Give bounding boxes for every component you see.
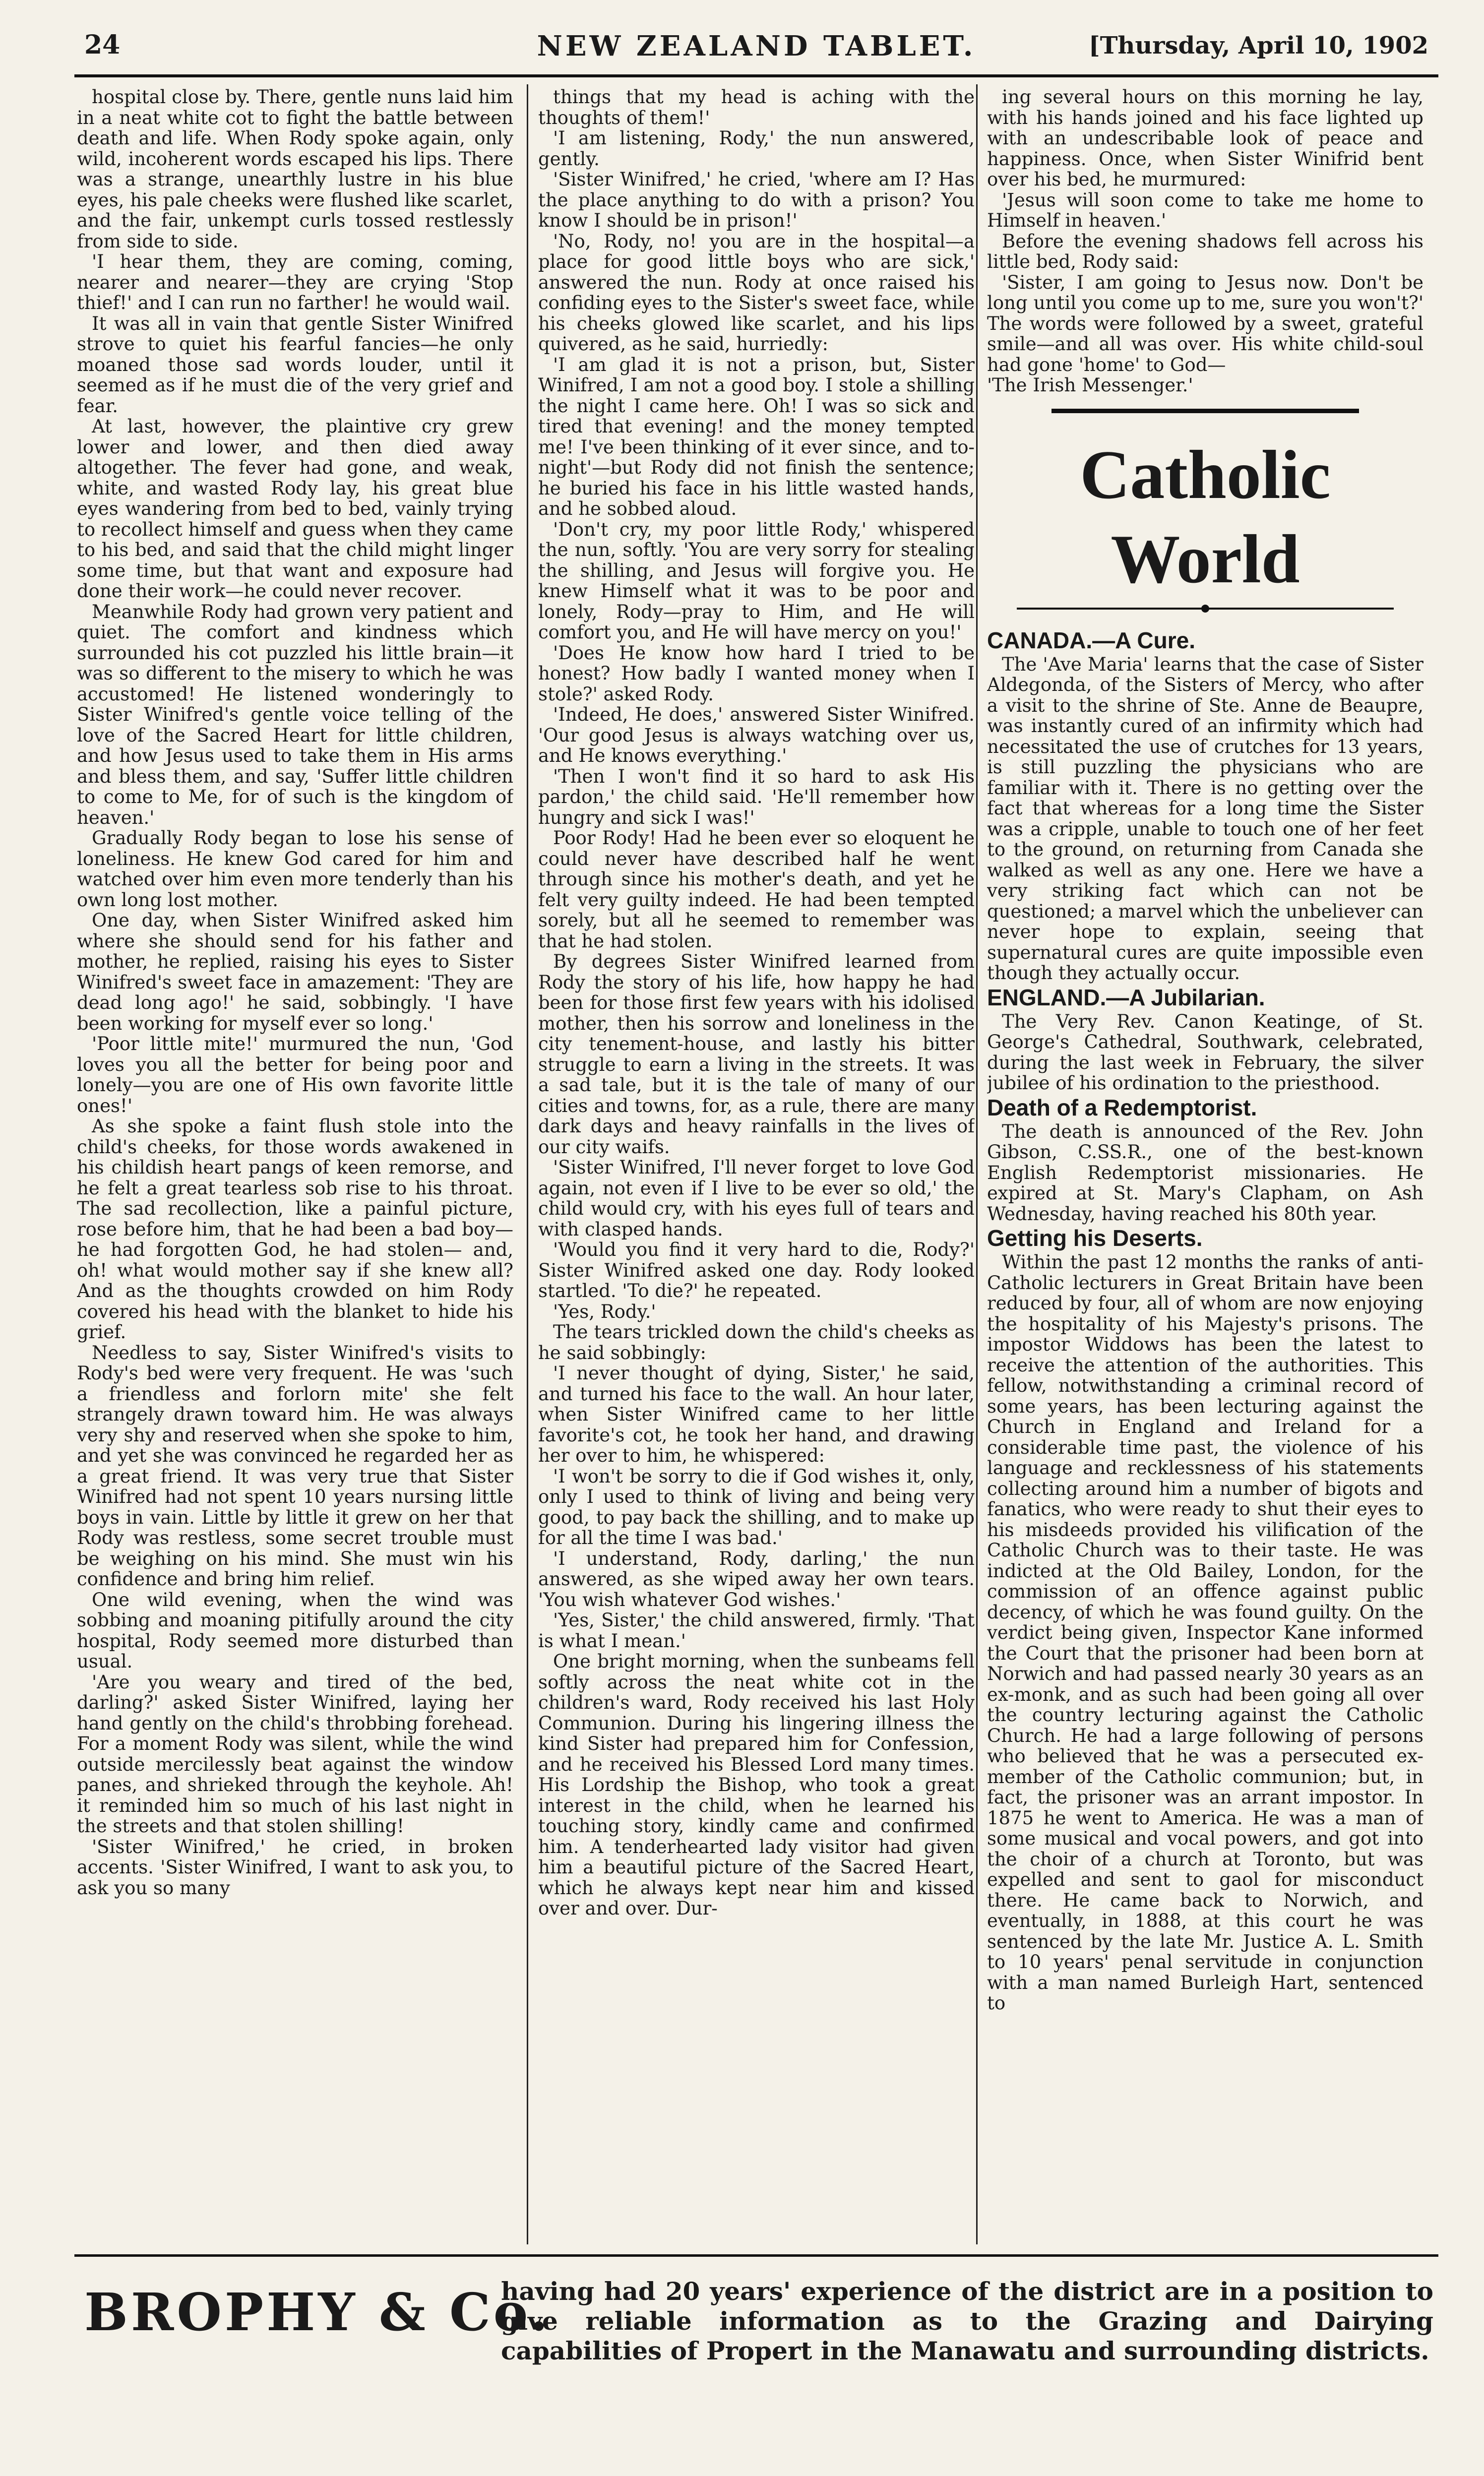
article-paragraph: Within the past 12 months the ranks of anti-Catholic lecturers in Great Britain have been reduced by four, all of whom are now enjoying the hospitality of his Majesty's prisons. The impostor Widdows has been the latest to receive the attention of the authorities. This fellow, notwithstanding a criminal record of some years, has been lecturing against the Church in England and Ireland for a considerable time past, the violence of his language and recklessness of his statements collecting around him a number of bigots and fanatics, who were ready to shut their eyes to his misdeeds provided his vilification of the Catholic Church was to their taste. He was indicted at the Old Bailey, London, for the commission of an offence against public decency, of which he was found guilty. On the verdict being given, Inspector Kane informed the Court that the prisoner had been born at Norwich and had passed nearly 30 years as an ex-monk, and as such had been going all over the country lecturing against the Catholic Church. He had a large following of persons who believed that he was a persecuted ex-member of the Catholic communion; but, in fact, the prisoner was an arrant impostor. In 1875 he went to America. He was a man of some musical and vocal powers, and got into the choir of a church at Toronto, but was expelled and sent to gaol for misconduct there. He came back to Norwich, and eventually, in 1888, at this court he was sentenced by the late Mr. Justice A. L. Smith to 10 years' penal servitude in conjunction with a man named Burleigh Hart, sentenced to: [987, 1251, 1423, 2014]
article-paragraph: 'Yes, Sister,' the child answered, firmly. 'That is what I mean.': [538, 1609, 975, 1652]
article-paragraph: 'Sister Winifred,' he cried, in broken accents. 'Sister Winifred, I want to ask you, to ask you so many: [77, 1836, 513, 1899]
news-heading: Death of a Redemptorist.: [987, 1094, 1257, 1120]
news-heading: ENGLAND.—A Jubilarian.: [987, 984, 1265, 1010]
header-rule: [74, 74, 1438, 77]
page-number: 24: [84, 30, 121, 60]
advertisement: [74, 2267, 1438, 2386]
article-paragraph: 'Would you find it very hard to die, Rody?' Sister Winifred asked one day. Rody looked startled. 'To die?' he repeated.: [538, 1239, 975, 1301]
issue-date: [Thursday, April 10, 1902: [1088, 32, 1428, 60]
ad-brand: BROPHY & Co.: [84, 2282, 551, 2343]
news-heading: Getting his Deserts.: [987, 1225, 1203, 1251]
column-divider: [976, 84, 978, 2244]
article-paragraph: 'I am glad it is not a prison, but, Sister Winifred, I am not a good boy. I stole a shilling the night I came here. Oh! I was so sick and tired that evening! and the money tempted me! I've been thinking of it ever since, and to-night'—but Rody did not finish the sentence; he buried his face in his little wasted hands, and he sobbed aloud.: [538, 354, 975, 519]
masthead: NEW ZEALAND TABLET.: [537, 30, 976, 62]
article-paragraph: 'Jesus will soon come to take me home to Himself in heaven.': [987, 189, 1423, 231]
section-title: Catholic World: [1080, 436, 1331, 598]
article-paragraph: Before the evening shadows fell across his little bed, Rody said:: [987, 230, 1423, 272]
article-paragraph: The tears trickled down the child's cheeks as he said sobbingly:: [538, 1321, 975, 1363]
ad-text: having had 20 years' experience of the district are in a position to give reliable information as to the Grazing and Dairying capabilities of Propert in the Manawatu and surrounding districts.: [501, 2277, 1433, 2365]
story-source: 'The Irish Messenger.': [987, 374, 1193, 396]
article-paragraph: 'No, Rody, no! you are in the hospital—a place for good little boys who are sick,' answered the nun. Rody at once raised his confiding eyes to the Sister's sweet face, while his cheeks glowed like scarlet, and his lips quivered, as he said, hurriedly:: [538, 230, 975, 355]
story-separator: [1051, 409, 1359, 413]
article-paragraph: 'Indeed, He does,' answered Sister Winifred. 'Our good Jesus is always watching over us, and He knows everything.': [538, 704, 975, 766]
article-paragraph: The death is announced of the Rev. John Gibson, C.SS.R., one of the best-known English Redemptorist missionaries. He expired at St. Mary's Clapham, on Ash Wednesday, having reached his 80th year.: [987, 1120, 1423, 1225]
article-paragraph: 'I understand, Rody, darling,' the nun answered, as she wiped away her own tears. 'You wish whatever God wishes.': [538, 1548, 975, 1610]
article-paragraph: By degrees Sister Winifred learned from Rody the story of his life, how happy he had been for those first few years with his idolised mother, then his sorrow and loneliness in the city tenement-house, and lastly his bitter struggle to earn a living in the streets. It was a sad tale, but it is the tale of many of our cities and towns, for, as a rule, there are many dark days and heavy rainfalls in the lives of our city waifs.: [538, 951, 975, 1158]
article-paragraph: 'Sister, I am going to Jesus now. Don't be long until you come up to me, sure you won't?' The words were followed by a sweet, grateful smile—and all was over. His white child-soul had gone 'home' to God—: [987, 271, 1423, 375]
column-2: [538, 87, 975, 2244]
article-paragraph: 'Poor little mite!' murmured the nun, 'God loves you all the better for being poor and lonely—you are one of His own favorite little ones!': [77, 1033, 513, 1116]
page-header: [74, 25, 1438, 74]
column-divider: [527, 84, 528, 2244]
article-paragraph: The 'Ave Maria' learns that the case of Sister Aldegonda, of the Sisters of Mercy, who after a visit to the shrine of Ste. Anne de Beaupre, was instantly cured of an infirmity which had necessitated the use of crutches for 13 years, is still puzzling the physicians who are familiar with it. There is no getting over the fact that whereas for a long time the Sister was a cripple, unable to touch one of her feet to the ground, on returning from Canada she walked as well as any one. Here we have a very striking fact which can not be questioned; a marvel which the unbeliever can never hope to explain, seeing that supernatural cures are quite impossible even though they actually occur.: [987, 653, 1423, 984]
news-items: [987, 626, 1423, 2014]
article-paragraph: Needless to say, Sister Winifred's visits to Rody's bed were very frequent. He was 'such a friendless and forlorn mite' she felt strangely drawn toward him. He was always very shy and reserved when she spoke to him, and yet she was convinced he regarded her as a great friend. It was very true that Sister Winifred had not spent 10 years nursing little boys in vain. Little by little it grew on her that Rody was restless, some secret trouble must be weighing on his mind. She must win his confidence and bring him relief.: [77, 1342, 513, 1590]
article-paragraph: Gradually Rody began to lose his sense of loneliness. He knew God cared for him and watched over him even more tenderly than his own long lost mother.: [77, 827, 513, 911]
article-paragraph: 'Then I won't find it so hard to ask His pardon,' the child said. 'He'll remember how hungry and sick I was!': [538, 765, 975, 828]
article-paragraph: 'I hear them, they are coming, coming, nearer and nearer—they are crying 'Stop thief!' and I can run no farther! he would wail.: [77, 251, 513, 313]
article-paragraph: 'Don't cry, my poor little Rody,' whispered the nun, softly. 'You are very sorry for stealing the shilling, and Jesus will forgive you. He knew Himself what it was to be poor and lonely, Rody—pray to Him, and He will comfort you, and He will have mercy on you!': [538, 518, 975, 643]
article-paragraph: Poor Rody! Had he been ever so eloquent he could never have described half he went through since his mother's death, and yet he felt very guilty indeed. He had been tempted sorely, but all he seemed to remember was that he had stolen.: [538, 827, 975, 952]
article-paragraph: 'Sister Winifred, I'll never forget to love God again, not even if I live to be ever so old,' the child would cry, with his eyes full of tears and with clasped hands.: [538, 1157, 975, 1240]
article-paragraph: As she spoke a faint flush stole into the child's cheeks, for those words awakened in his childish heart pangs of keen remorse, and he felt a great tearless sob rise to his throat. The sad recollection, like a painful picture, rose before him, that he had been a bad boy—he had forgotten God, he had stolen— and, oh! what would mother say if she knew all? And as the thoughts crowded on him Rody covered his head with the blanket to hide his grief.: [77, 1115, 513, 1343]
column-1: [77, 87, 513, 2244]
article-paragraph: things that my head is aching with the thoughts of them!': [538, 87, 975, 128]
article-paragraph: 'Does He know how hard I tried to be honest? How badly I wanted money when I stole?' asked Rody.: [538, 642, 975, 705]
article-paragraph: 'Yes, Rody.': [553, 1300, 656, 1322]
article-paragraph: One bright morning, when the sunbeams fell softly across the neat white cot in the children's ward, Rody received his last Holy Communion. During his lingering illness the kind Sister had prepared him for Confession, and he received his Blessed Lord many times. His Lordship the Bishop, who took a great interest in the child, when he learned his touching story, kindly came and confirmed him. A tenderhearted lady visitor had given him a beautiful picture of the Sacred Heart, which he always kept near him and kissed over and over. Dur-: [538, 1651, 975, 1919]
article-paragraph: At last, however, the plaintive cry grew lower and lower, and then died away altogether. The fever had gone, and weak, white, and wasted Rody lay, his great blue eyes wandering from bed to bed, vainly trying to recollect himself and guess when they came to his bed, and said that the child might linger some time, but that want and exposure had done their work—he could never recover.: [77, 416, 513, 602]
article-paragraph: 'I won't be sorry to die if God wishes it, only, only I used to think of living and being very good, to pay back the shilling, and to make up for all the time I was bad.': [538, 1465, 975, 1548]
article-paragraph: ing several hours on this morning he lay, with his hands joined and his face lighted up with an undescribable look of peace and happiness. Once, when Sister Winifrid bent over his bed, he murmured:: [987, 87, 1423, 190]
article-paragraph: 'I never thought of dying, Sister,' he said, and turned his face to the wall. An hour later, when Sister Winifred came to her little favorite's cot, he took her hand, and drawing her over to him, he whispered:: [538, 1362, 975, 1466]
news-heading: CANADA.—A Cure.: [987, 627, 1195, 653]
article-paragraph: 'I am listening, Rody,' the nun answered, gently.: [538, 127, 975, 170]
article-paragraph: One wild evening, when the wind was sobbing and moaning pitifully around the city hospital, Rody seemed more disturbed than usual.: [77, 1589, 513, 1672]
footer-rule: [74, 2254, 1438, 2257]
article-paragraph: hospital close by. There, gentle nuns laid him in a neat white cot to fight the battle between death and life. When Rody spoke again, only wild, incoherent words escaped his lips. There was a strange, unearthly lustre in his blue eyes, his pale cheeks were flushed like scarlet, and the fair, unkempt curls tossed restlessly from side to side.: [77, 87, 513, 252]
article-paragraph: One day, when Sister Winifred asked him where she should send for his father and mother, he replied, raising his eyes to Sister Winifred's sweet face in amazement: 'They are dead long ago!' he said, sobbingly. 'I have been working for myself ever so long.': [77, 910, 513, 1034]
article-paragraph: 'Sister Winifred,' he cried, 'where am I? Has the place anything to do with a prison? You know I should be in prison!': [538, 169, 975, 231]
article-paragraph: It was all in vain that gentle Sister Winifred strove to quiet his fearful fancies—he only moaned those sad words louder, until it seemed as if he must die of the very grief and fear.: [77, 312, 513, 417]
article-paragraph: 'Are you weary and tired of the bed, darling?' asked Sister Winifred, laying her hand gently on the child's throbbing forehead. For a moment Rody was silent, while the wind outside mercilessly beat against the window panes, and shrieked through the keyhole. Ah! it reminded him so much of his last night in the streets and that stolen shilling!: [77, 1671, 513, 1837]
column-3: [987, 87, 1423, 2244]
article-paragraph: Meanwhile Rody had grown very patient and quiet. The comfort and kindness which surrounded his cot puzzled his little brain—it was so different to the misery to which he was accustomed! He listened wonderingly to Sister Winifred's gentle voice telling of the love of the Sacred Heart for little children, and how Jesus used to take them in His arms and bless them, and say, 'Suffer little children to come to Me, for of such is the kingdom of heaven.': [77, 601, 513, 828]
article-paragraph: The Very Rev. Canon Keatinge, of St. George's Cathedral, Southwark, celebrated, during the last week in February, the silver jubilee of his ordination to the priesthood.: [987, 1010, 1423, 1094]
story-conclusion: [987, 87, 1423, 375]
section-rule: [1017, 608, 1394, 610]
